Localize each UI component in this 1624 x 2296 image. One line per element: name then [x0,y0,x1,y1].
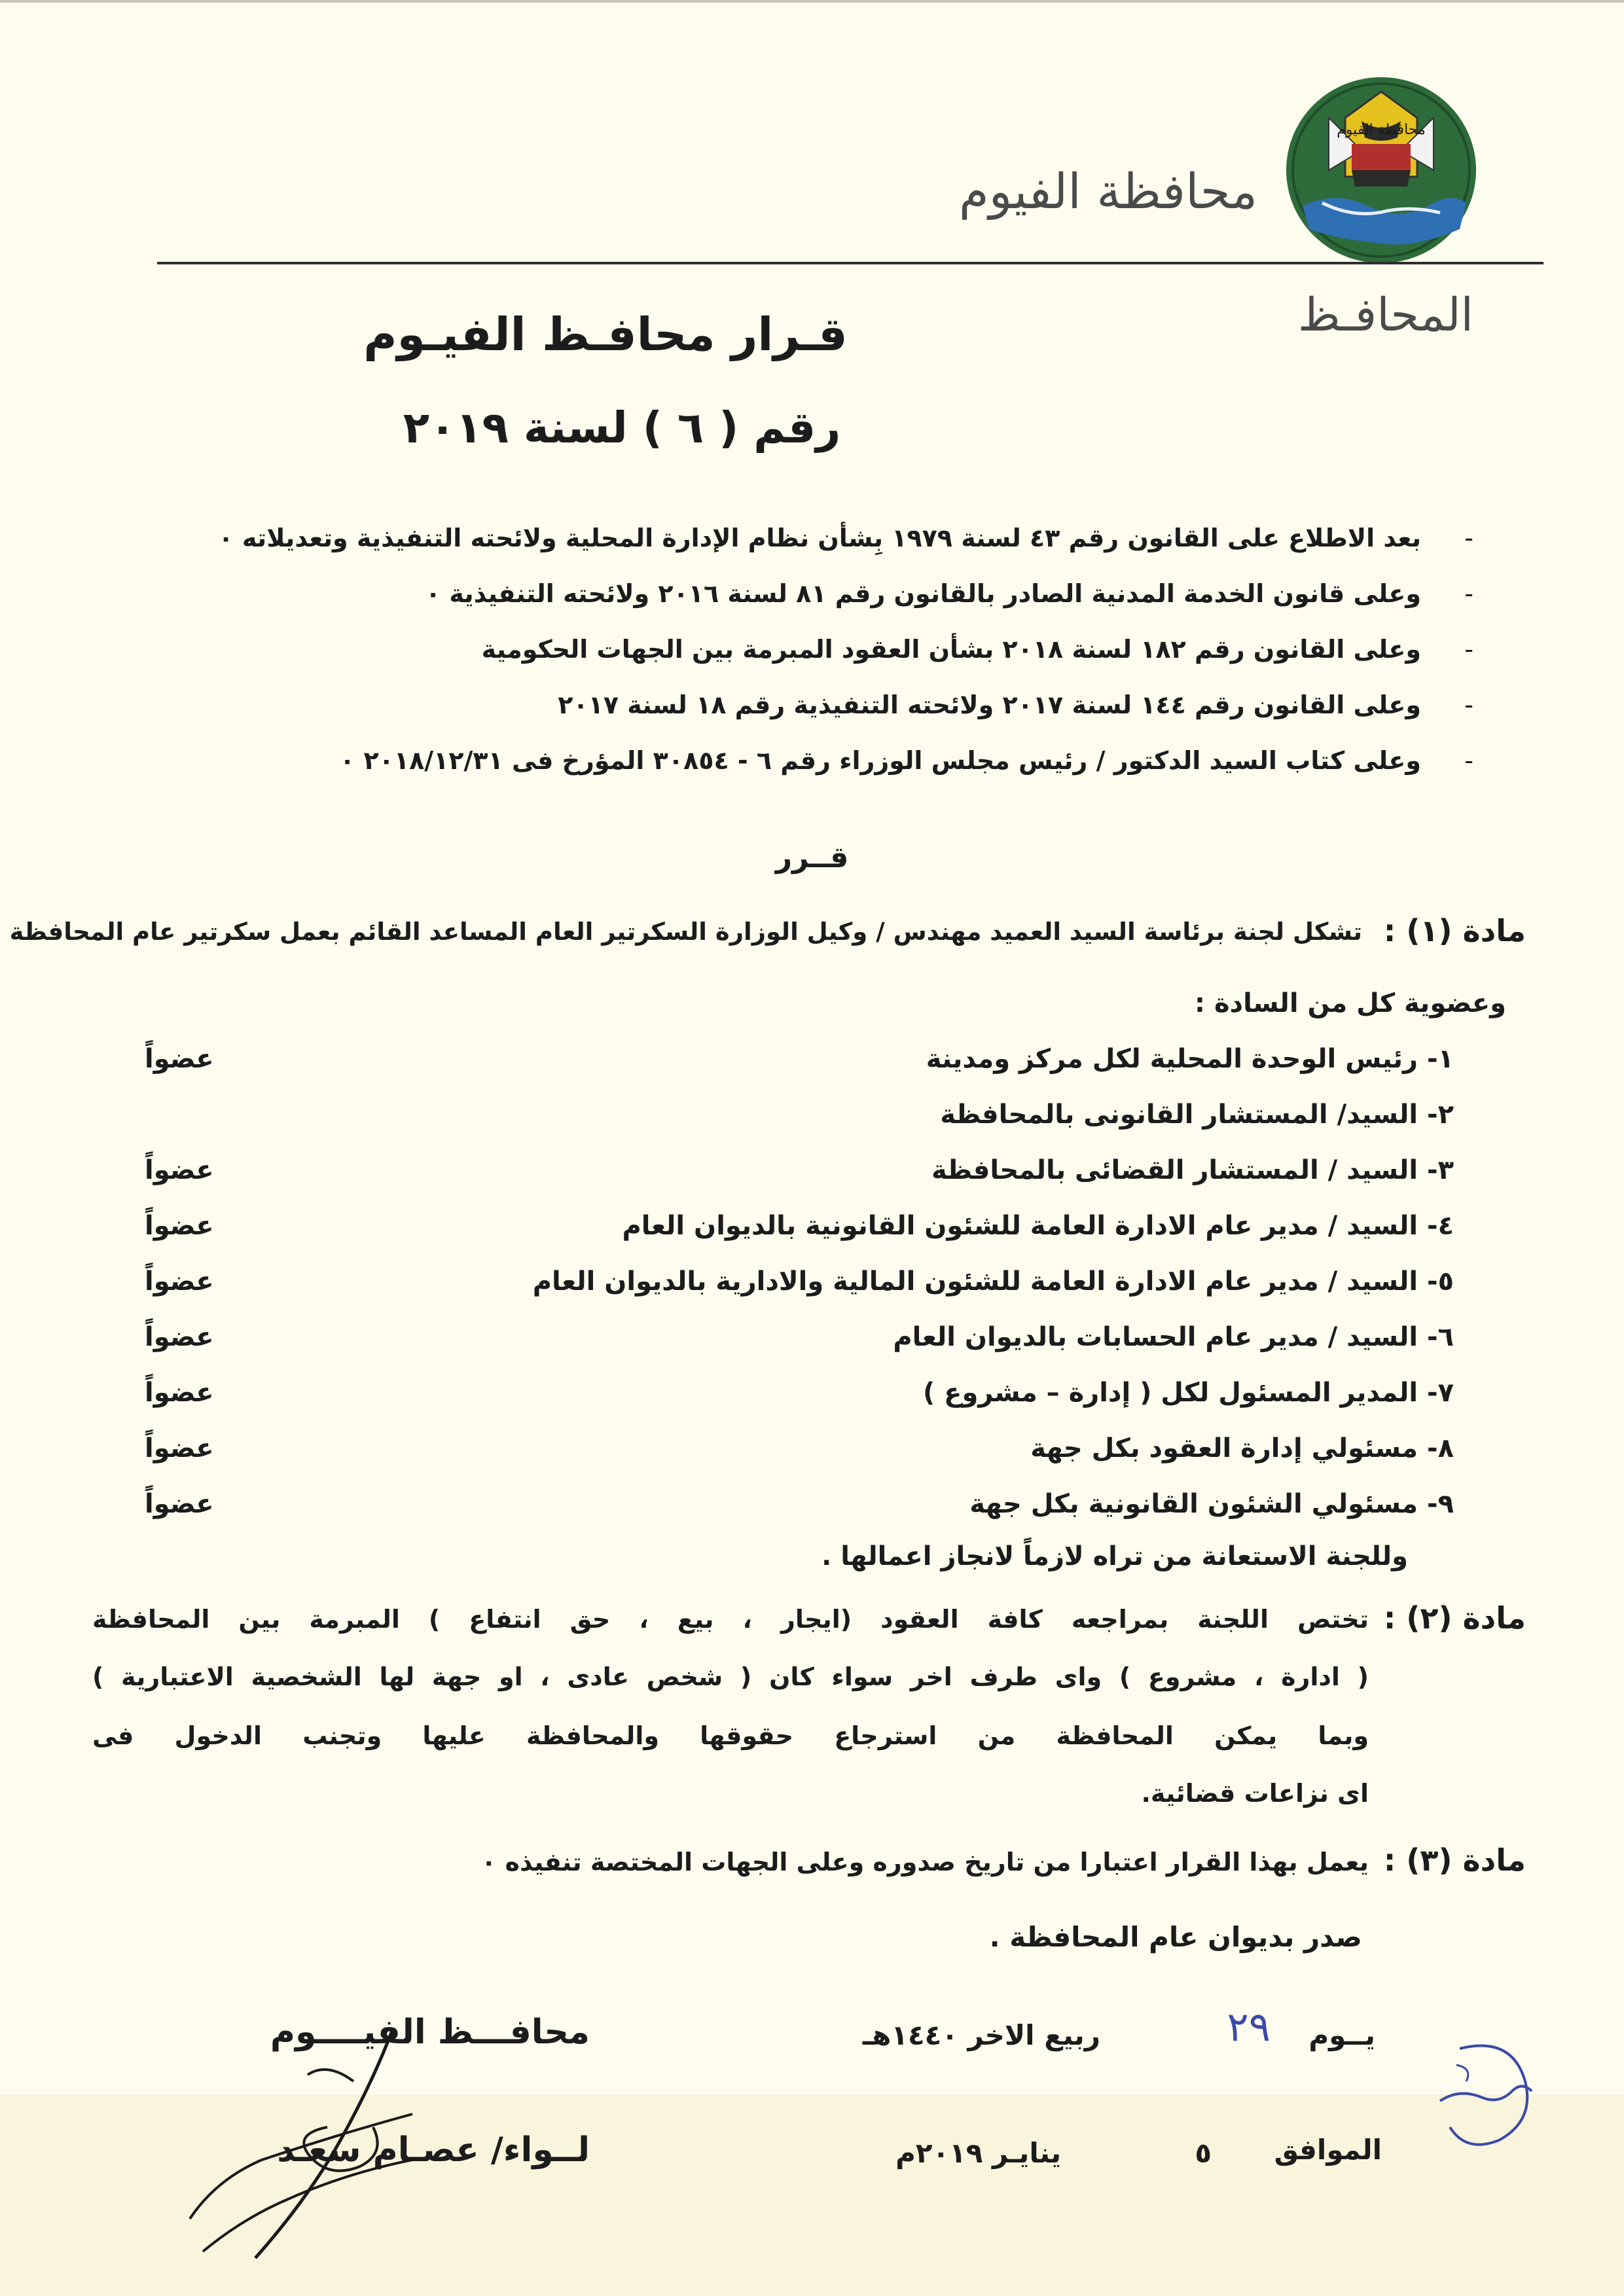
article-1-closing: وللجنة الاستعانة من تراه لازماً لانجاز اعمالها . [821,1541,1408,1571]
member-row: ٨- مسئولي إدارة العقود بكل جهة عضواً [145,1433,1454,1463]
page-top-border [0,0,1624,3]
governorate-name: محافظة الفيوم [958,164,1257,220]
article-2-label: مادة (٢) : [1383,1600,1526,1636]
article-2-line: ( ادارة ، مشروع ) واى طرف اخر سواء كان ( شخص عادى ، او جهة لها الشخصية الاعتبارية ) [92,1662,1369,1691]
article-3-label: مادة (٣) : [1383,1842,1526,1878]
dash-bullet: - [1464,691,1473,719]
article-2-line: وبما يمكن المحافظة من استرجاع حقوقها والمحافظة عليها وتجنب الدخول فى [92,1721,1369,1750]
member-row: ٦- السيد / مدير عام الحسابات بالديوان العام عضواً [145,1322,1454,1352]
preamble-item: -وعلى كتاب السيد الدكتور / رئيس مجلس الوزراء رقم ٦ - ٣٠٨٥٤ المؤرخ فى ٢٠١٨/١٢/٣١ ٠ [340,746,1473,775]
hijri-month-year: ربيع الاخر ١٤٤٠هـ [862,2019,1100,2051]
gregorian-month-year: ينايـر ٢٠١٩م [895,2137,1061,2169]
decree-number: رقم ( ٦ ) لسنة ٢٠١٩ [403,403,841,453]
issued-statement: صدر بديوان عام المحافظة . [989,1921,1362,1953]
preamble-item: -وعلى قانون الخدمة المدنية الصادر بالقانون رقم ٨١ لسنة ٢٠١٦ ولائحته التنفيذية ٠ [425,579,1473,608]
gregorian-day: ٥ [1195,2137,1212,2169]
article-3-text: يعمل بهذا القرار اعتبارا من تاريخ صدوره وعلى الجهات المختصة تنفيذه ٠ [481,1848,1369,1876]
dash-bullet: - [1464,524,1473,552]
dash-bullet: - [1464,579,1473,608]
emblem-text: محافظة الفيوم [1337,122,1426,138]
member-row: ٩- مسئولي الشئون القانونية بكل جهة عضواً [145,1489,1454,1519]
decided-heading: قــرر [775,841,849,874]
article-1-text: تشكل لجنة برئاسة السيد العميد مهندس / وكيل الوزارة السكرتير العام المساعد القائم بعمل سكرتير عام المحافظة [9,918,1362,946]
governorate-emblem-icon [1283,72,1479,268]
signature-name: لــواء/ عصـام سعـد [277,2130,590,2170]
day-label: يــوم [1308,2019,1375,2051]
decree-title: قـرار محافـظ الفيـوم [363,308,848,361]
office-label: المحافـظ [1297,288,1473,342]
signature-title: محافـــظ الفيــــوم [270,2013,590,2052]
preamble-item: -وعلى القانون رقم ١٨٢ لسنة ٢٠١٨ بشأن العقود المبرمة بين الجهات الحكومية [481,635,1473,664]
preamble-item: -وعلى القانون رقم ١٤٤ لسنة ٢٠١٧ ولائحته التنفيذية رقم ١٨ لسنة ٢٠١٧ [558,691,1473,719]
member-row: ٤- السيد / مدير عام الادارة العامة للشئون القانونية بالديوان العام عضواً [145,1211,1454,1241]
member-row: ١- رئيس الوحدة المحلية لكل مركز ومدينة عضواً [145,1044,1454,1074]
article-1-membership: وعضوية كل من السادة : [1195,988,1506,1018]
dash-bullet: - [1464,635,1473,664]
article-2-line: تختص اللجنة بمراجعه كافة العقود (ايجار ، بيع ، حق انتفاع ) المبرمة بين المحافظة [92,1605,1369,1634]
hijri-day: ٢٩ [1227,2003,1271,2051]
member-row: ٣- السيد / المستشار القضائى بالمحافظة عضواً [145,1155,1454,1185]
member-row: ٥- السيد / مدير عام الادارة العامة للشئون المالية والادارية بالديوان العام عضواً [145,1266,1454,1297]
article-2-line: اى نزاعات قضائية. [1141,1779,1369,1808]
article-1-label: مادة (١) : [1383,913,1526,948]
dash-bullet: - [1464,746,1473,775]
member-row: ٧- المدير المسئول لكل ( إدارة – مشروع ) عضواً [145,1378,1454,1408]
header-divider [157,262,1543,264]
handwritten-signature [177,2003,452,2278]
initials-mark [1420,2029,1551,2160]
preamble-item: -بعد الاطلاع على القانون رقم ٤٣ لسنة ١٩٧٩ بِشأن نظام الإدارة المحلية ولائحته التنفيذية وتعديلاته ٠ [218,524,1473,552]
member-row: ٢- السيد/ المستشار القانونى بالمحافظة [940,1100,1454,1130]
corresponding-label: الموافق [1274,2134,1382,2166]
